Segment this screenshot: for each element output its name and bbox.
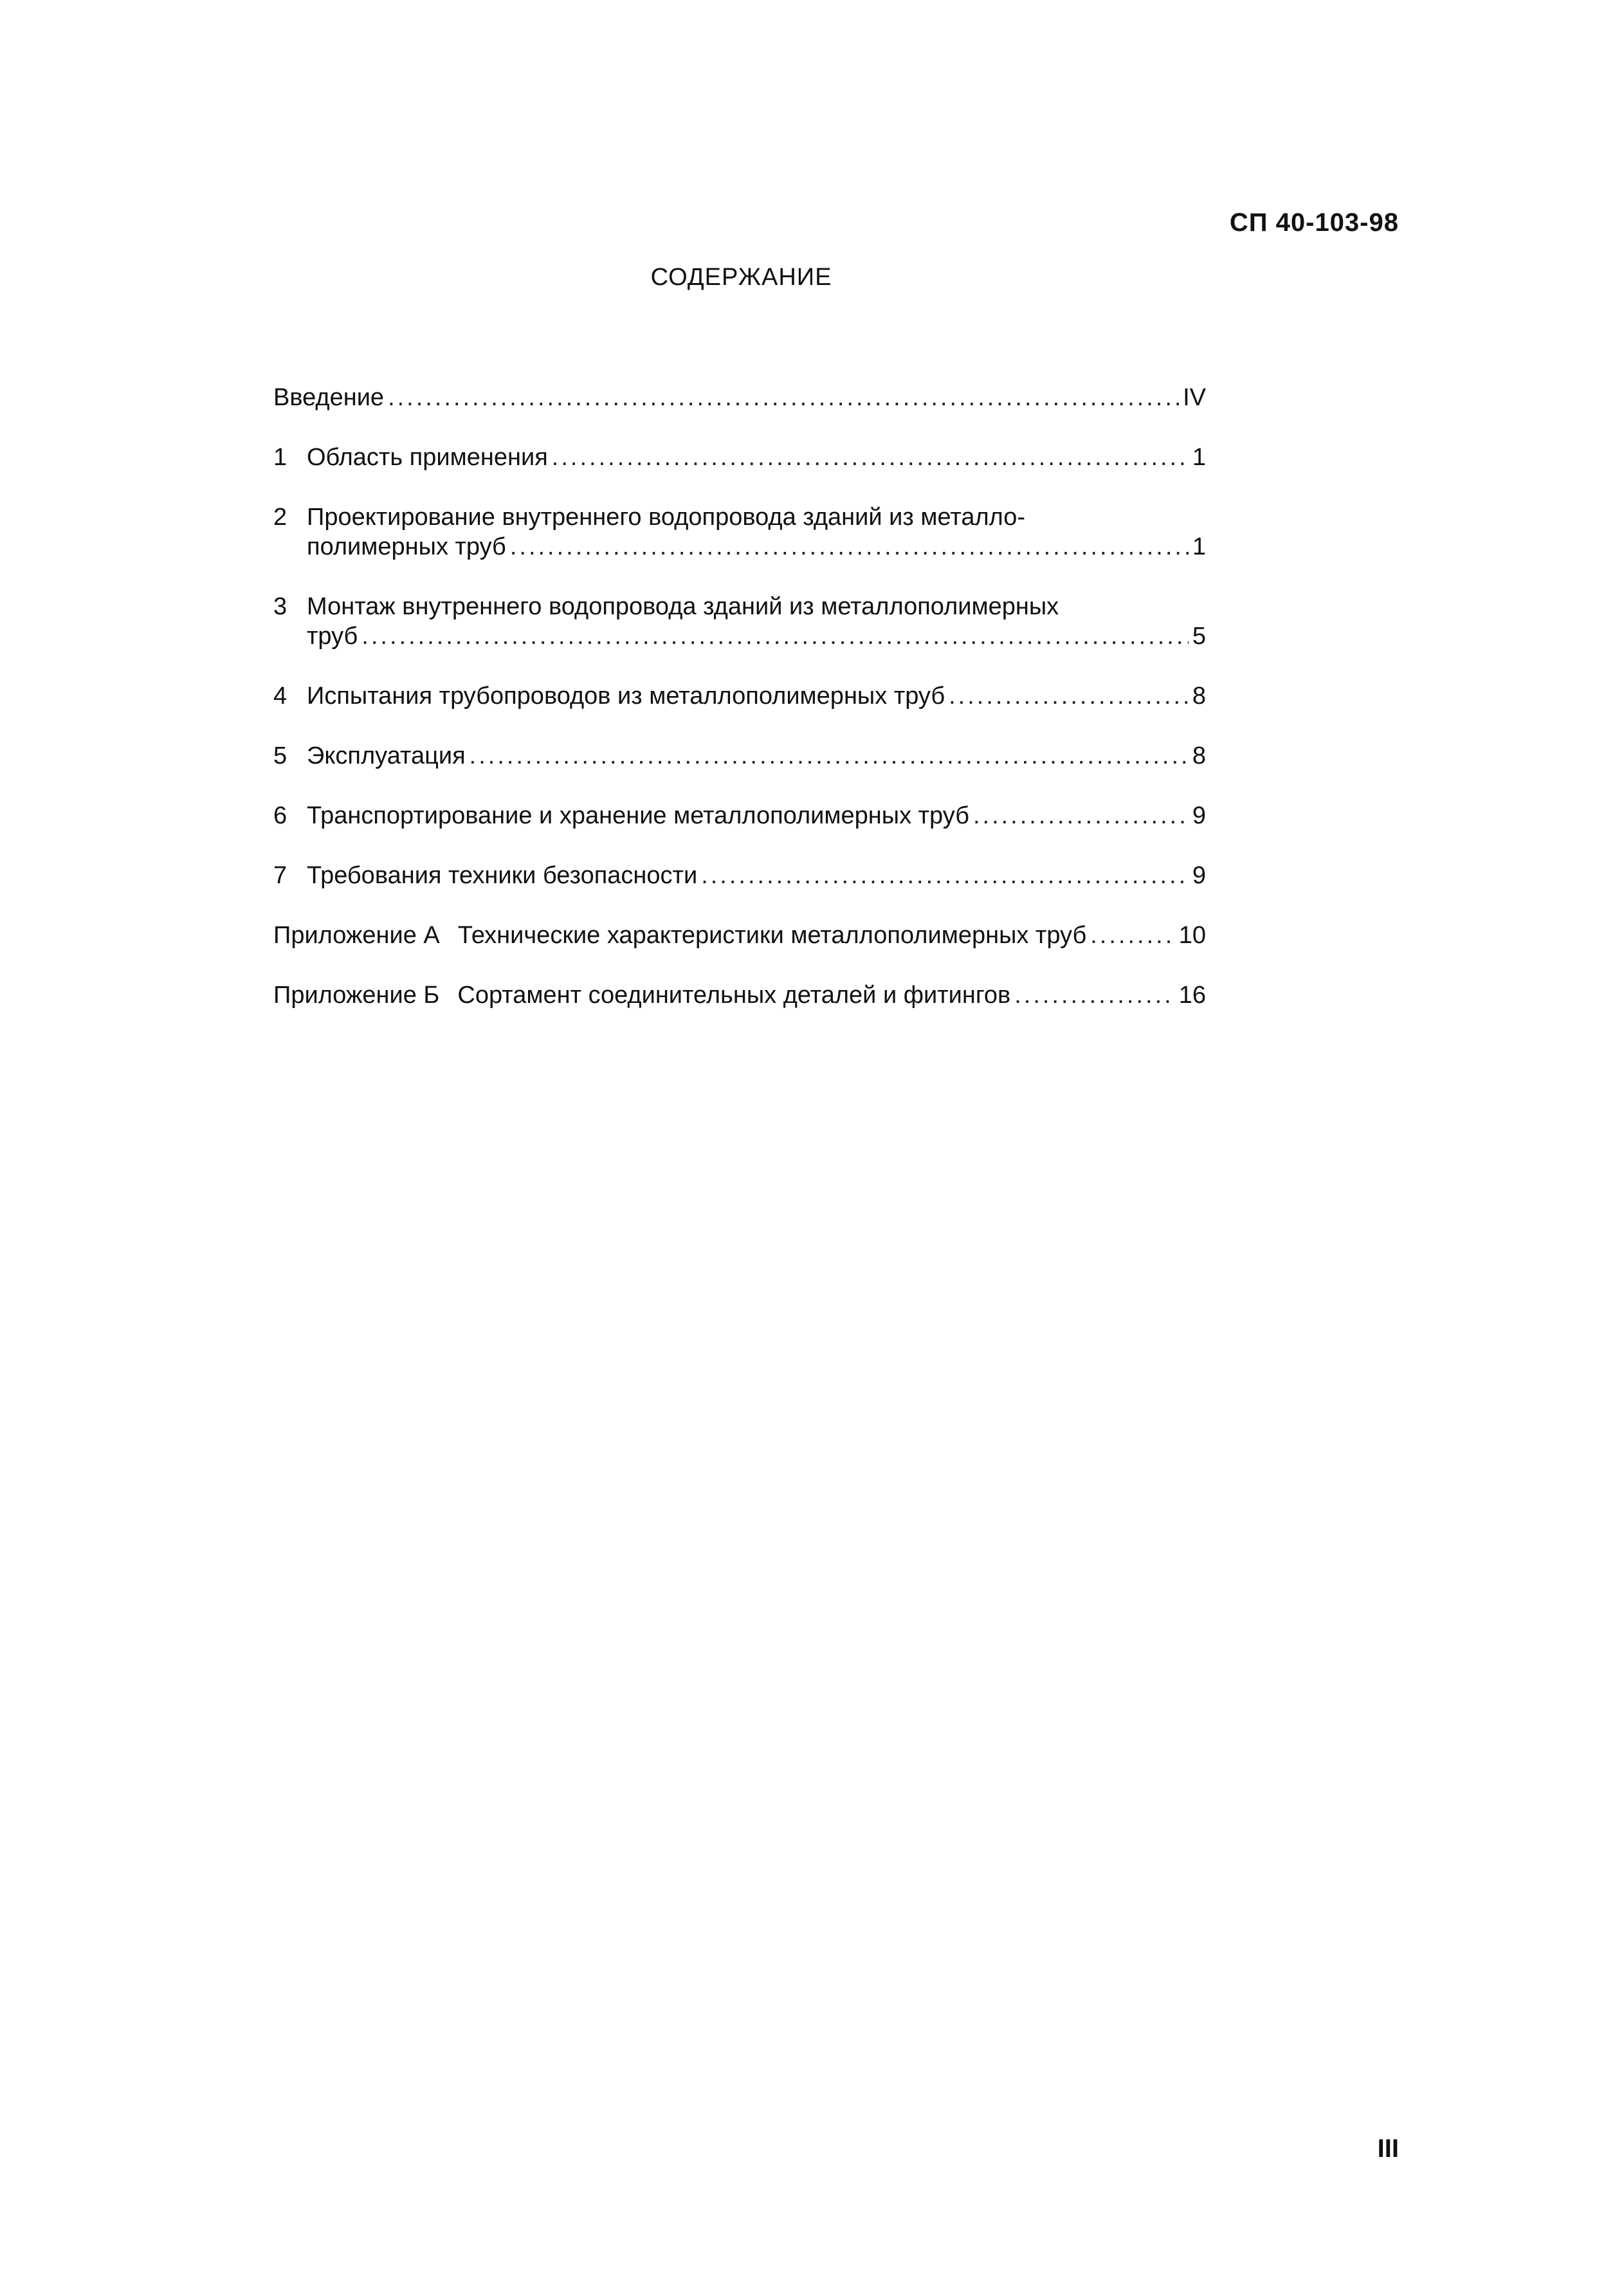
toc-entry-page: 1 — [1192, 533, 1206, 560]
toc-entry-label: Сортамент соединительных деталей и фитингов — [457, 982, 1011, 1009]
toc-entry-label: Требования техники безопасности — [307, 862, 698, 889]
toc-entry-page: 10 — [1178, 922, 1206, 949]
toc-entry-label: Испытания трубопроводов из металлополимерных труб — [307, 683, 945, 710]
toc-entry-label: Транспортирование и хранение металлополимерных труб — [307, 802, 969, 829]
toc-entry-page: 5 — [1192, 623, 1206, 650]
toc-entry-label-line1: Проектирование внутреннего водопровода зданий из металло- — [307, 504, 1026, 531]
toc-entry-section-1 — [273, 443, 1206, 472]
toc-entry-section-4 — [273, 681, 1206, 711]
toc-entry-intro — [273, 383, 1206, 412]
page-title: СОДЕРЖАНИЕ — [650, 264, 832, 291]
toc-leader-dots — [552, 443, 1189, 472]
toc-entry-number: 2 — [273, 504, 287, 531]
toc-entry-label: Область применения — [307, 444, 548, 471]
toc-leader-dots — [1014, 980, 1175, 1010]
document-code: СП 40-103-98 — [1229, 208, 1399, 237]
toc-leader-dots — [1090, 921, 1174, 950]
toc-leader-dots — [949, 681, 1189, 711]
toc-entry-label-line1: Монтаж внутреннего водопровода зданий из металлополимерных — [307, 593, 1059, 620]
toc-entry-label: Эксплуатация — [307, 742, 466, 769]
toc-leader-dots — [701, 861, 1189, 890]
toc-entry-page: 8 — [1192, 683, 1206, 710]
toc-leader-dots — [361, 621, 1189, 651]
page-number: III — [1377, 2134, 1399, 2163]
toc-entry-page: 9 — [1192, 862, 1206, 889]
toc-entry-number: 3 — [273, 593, 287, 620]
toc-entry-section-2 — [273, 502, 1206, 562]
toc-appendix-prefix: Приложение Б — [273, 982, 440, 1009]
toc-entry-label: Технические характеристики металлополимерных труб — [457, 922, 1087, 949]
toc-entry-number: 6 — [273, 802, 287, 829]
toc-entry-appendix-a — [273, 921, 1206, 950]
toc-entry-number: 1 — [273, 444, 287, 471]
toc-entry-section-7 — [273, 861, 1206, 890]
toc-entry-section-5 — [273, 741, 1206, 771]
toc-entry-label-line2: полимерных труб — [307, 533, 506, 560]
toc-entry-page: IV — [1183, 384, 1206, 411]
toc-appendix-prefix: Приложение А — [273, 922, 440, 949]
toc-entry-page: 9 — [1192, 802, 1206, 829]
toc-leader-dots — [470, 741, 1189, 771]
toc-entry-label: Введение — [273, 384, 385, 411]
toc-entry-appendix-b — [273, 980, 1206, 1010]
toc-entry-number: 4 — [273, 683, 287, 710]
toc-leader-dots — [388, 383, 1179, 412]
toc-entry-label-line2: труб — [307, 623, 358, 650]
toc-entry-section-3 — [273, 592, 1206, 651]
toc-entry-number: 7 — [273, 862, 287, 889]
toc-entry-page: 16 — [1178, 982, 1206, 1009]
toc-leader-dots — [510, 532, 1189, 562]
toc-leader-dots — [973, 801, 1189, 831]
toc-entry-page: 1 — [1192, 444, 1206, 471]
toc-entry-number: 5 — [273, 742, 287, 769]
toc-entry-section-6 — [273, 801, 1206, 831]
toc-entry-page: 8 — [1192, 742, 1206, 769]
table-of-contents — [273, 383, 1206, 1040]
